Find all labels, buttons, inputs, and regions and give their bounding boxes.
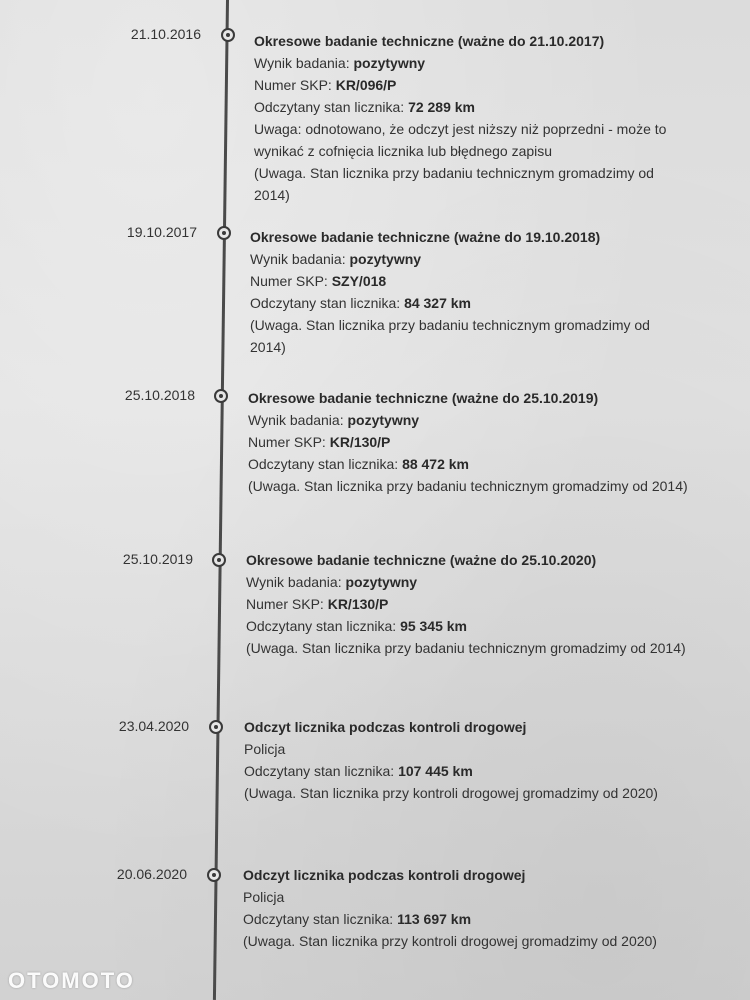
data-note: (Uwaga. Stan licznika przy badaniu technicznym gromadzimy od 2014) bbox=[254, 165, 654, 203]
skp-label: Numer SKP: bbox=[250, 273, 332, 289]
odometer-warning: Uwaga: odnotowano, że odczyt jest niższy niż poprzedni - może to wynikać z cofnięcia licznika lub błędnego zapisu bbox=[254, 121, 667, 159]
result-row bbox=[250, 248, 680, 270]
result-label: Wynik badania: bbox=[246, 574, 346, 590]
odometer-label: Odczytany stan licznika: bbox=[244, 763, 399, 779]
entry-content bbox=[250, 226, 680, 358]
timeline-dot-icon bbox=[221, 28, 235, 42]
result-value: pozytywny bbox=[353, 55, 426, 71]
timeline-dot-icon bbox=[207, 868, 221, 882]
odometer-value: 72 289 km bbox=[408, 99, 476, 115]
entry-title: Odczyt licznika podczas kontroli drogowej bbox=[243, 867, 526, 883]
odometer-label: Odczytany stan licznika: bbox=[250, 295, 405, 311]
otomoto-watermark-logo: OTOMOTO bbox=[8, 968, 135, 993]
skp-row bbox=[254, 74, 674, 96]
entry-date: 23.04.2020 bbox=[118, 718, 189, 734]
odometer-label: Odczytany stan licznika: bbox=[248, 456, 403, 472]
entry-date: 21.10.2016 bbox=[130, 26, 201, 42]
result-value: pozytywny bbox=[349, 251, 422, 267]
skp-row bbox=[250, 270, 680, 292]
odometer-label: Odczytany stan licznika: bbox=[243, 911, 398, 927]
odometer-row bbox=[248, 453, 688, 475]
skp-value: KR/130/P bbox=[327, 596, 389, 612]
data-note: (Uwaga. Stan licznika przy kontroli drogowej gromadzimy od 2020) bbox=[244, 785, 658, 801]
timeline-dot-icon bbox=[209, 720, 223, 734]
odometer-row bbox=[243, 908, 663, 930]
result-label: Wynik badania: bbox=[254, 55, 354, 71]
entry-content bbox=[243, 864, 663, 952]
result-value: pozytywny bbox=[347, 412, 420, 428]
skp-row bbox=[246, 593, 691, 615]
skp-row bbox=[248, 431, 688, 453]
odometer-value: 95 345 km bbox=[400, 618, 468, 634]
entry-content bbox=[246, 549, 691, 659]
source-row: Policja bbox=[244, 741, 286, 757]
skp-value: KR/130/P bbox=[329, 434, 391, 450]
entry-title: Okresowe badanie techniczne (ważne do 21.10.2017) bbox=[254, 33, 605, 49]
data-note: (Uwaga. Stan licznika przy badaniu technicznym gromadzimy od 2014) bbox=[248, 478, 688, 494]
result-label: Wynik badania: bbox=[250, 251, 350, 267]
entry-title: Okresowe badanie techniczne (ważne do 19.10.2018) bbox=[250, 229, 601, 245]
entry-date: 25.10.2018 bbox=[124, 387, 195, 403]
data-note: (Uwaga. Stan licznika przy kontroli drogowej gromadzimy od 2020) bbox=[243, 933, 657, 949]
timeline-dot-icon bbox=[214, 389, 228, 403]
result-value: pozytywny bbox=[345, 574, 418, 590]
odometer-value: 88 472 km bbox=[402, 456, 470, 472]
odometer-row bbox=[254, 96, 674, 118]
skp-label: Numer SKP: bbox=[248, 434, 330, 450]
entry-title: Okresowe badanie techniczne (ważne do 25.10.2020) bbox=[246, 552, 597, 568]
odometer-label: Odczytany stan licznika: bbox=[254, 99, 409, 115]
entry-title: Okresowe badanie techniczne (ważne do 25.10.2019) bbox=[248, 390, 599, 406]
entry-date: 20.06.2020 bbox=[116, 866, 187, 882]
odometer-label: Odczytany stan licznika: bbox=[246, 618, 401, 634]
source-row: Policja bbox=[243, 889, 285, 905]
odometer-row bbox=[244, 760, 664, 782]
result-row bbox=[246, 571, 691, 593]
timeline-line bbox=[213, 0, 229, 1000]
odometer-value: 84 327 km bbox=[404, 295, 472, 311]
entry-content bbox=[244, 716, 664, 804]
entry-content bbox=[254, 30, 674, 206]
timeline-dot-icon bbox=[212, 553, 226, 567]
data-note: (Uwaga. Stan licznika przy badaniu technicznym gromadzimy od 2014) bbox=[250, 317, 650, 355]
skp-label: Numer SKP: bbox=[246, 596, 328, 612]
entry-content bbox=[248, 387, 688, 497]
entry-title: Odczyt licznika podczas kontroli drogowej bbox=[244, 719, 527, 735]
result-row bbox=[254, 52, 674, 74]
odometer-row bbox=[246, 615, 691, 637]
entry-date: 19.10.2017 bbox=[126, 224, 197, 240]
entry-date: 25.10.2019 bbox=[122, 551, 193, 567]
skp-value: SZY/018 bbox=[331, 273, 387, 289]
odometer-value: 107 445 km bbox=[398, 763, 473, 779]
timeline-dot-icon bbox=[217, 226, 231, 240]
data-note: (Uwaga. Stan licznika przy badaniu technicznym gromadzimy od 2014) bbox=[246, 640, 686, 656]
result-row bbox=[248, 409, 688, 431]
skp-label: Numer SKP: bbox=[254, 77, 336, 93]
odometer-value: 113 697 km bbox=[397, 911, 472, 927]
skp-value: KR/096/P bbox=[335, 77, 397, 93]
odometer-row bbox=[250, 292, 680, 314]
result-label: Wynik badania: bbox=[248, 412, 348, 428]
